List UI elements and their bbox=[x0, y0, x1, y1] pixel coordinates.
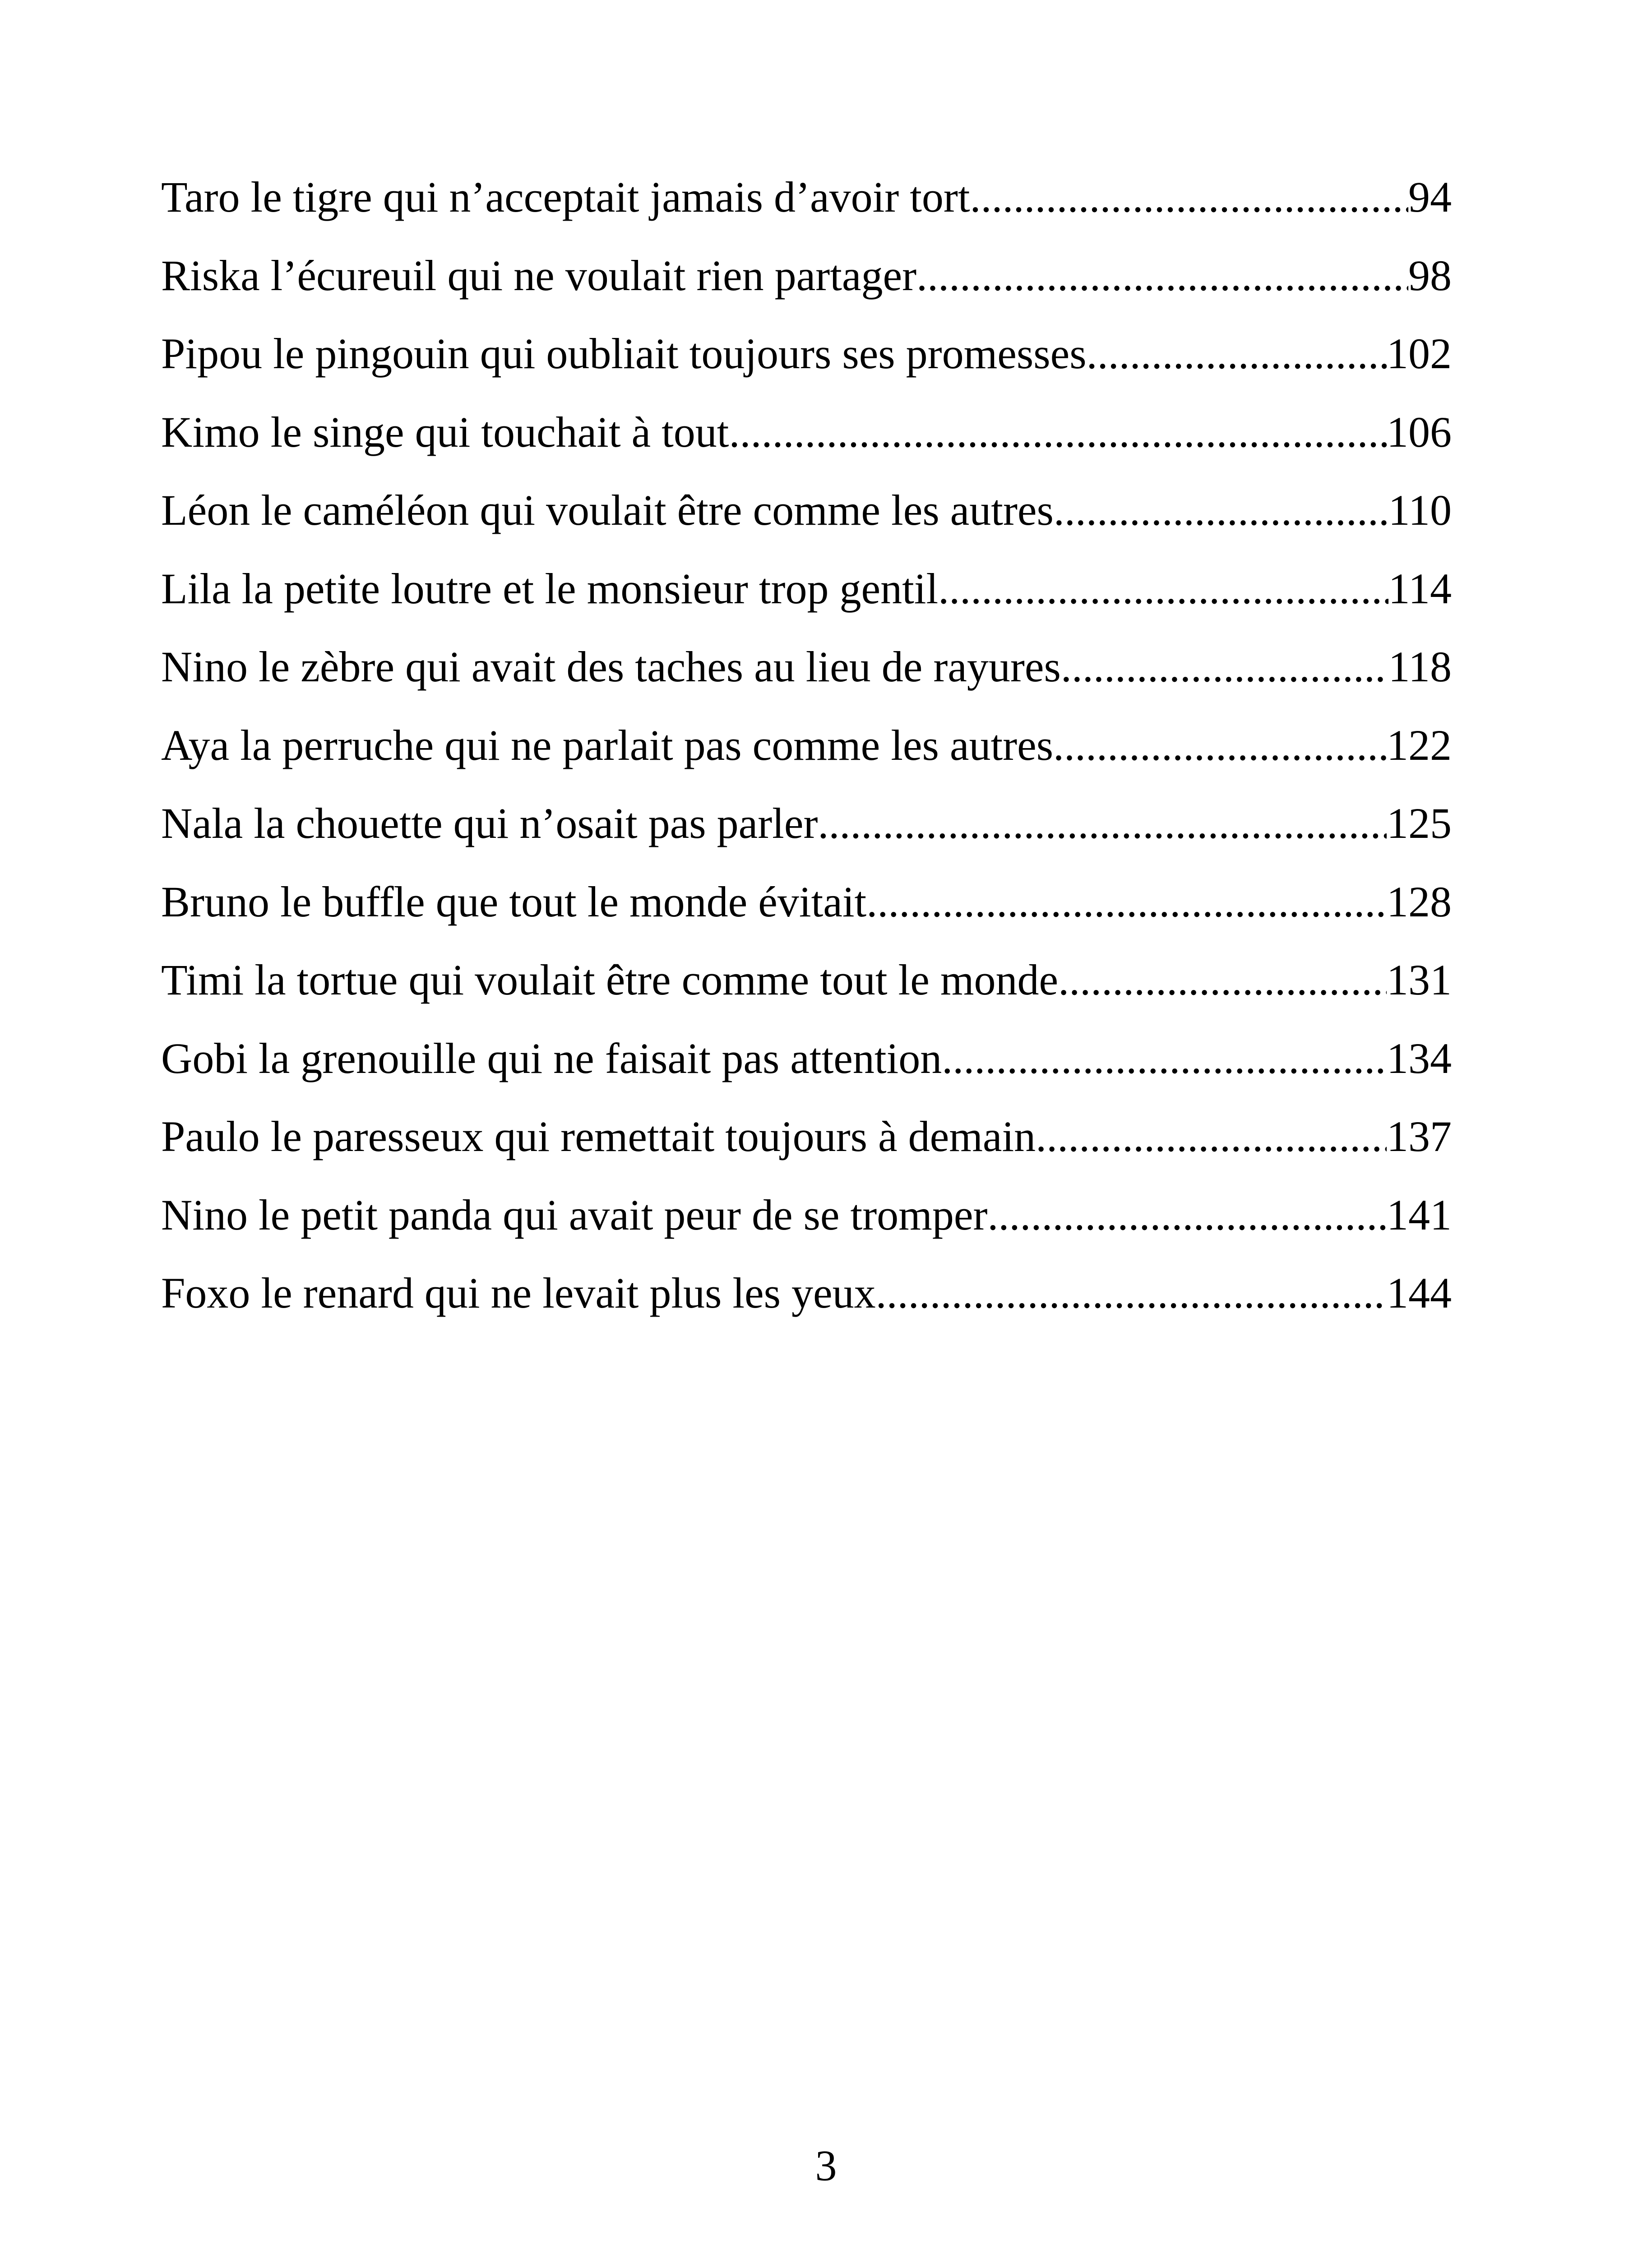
toc-leader-dots bbox=[818, 784, 1387, 863]
toc-entry bbox=[161, 1097, 1452, 1176]
toc-entry-title: Kimo le singe qui touchait à tout bbox=[161, 407, 729, 456]
toc-leader-dots bbox=[1054, 471, 1388, 550]
toc-leader-dots bbox=[970, 158, 1408, 236]
toc-entry bbox=[161, 863, 1452, 941]
toc-entry bbox=[161, 1176, 1452, 1254]
toc-leader-dots bbox=[987, 1176, 1387, 1254]
toc-entry-title: Bruno le buffle que tout le monde évitait bbox=[161, 877, 867, 926]
toc-entry bbox=[161, 550, 1452, 628]
toc-entry bbox=[161, 471, 1452, 550]
toc-entry-title: Lila la petite loutre et le monsieur trop gentil bbox=[161, 564, 939, 613]
toc-entry-page: 141 bbox=[1387, 1190, 1452, 1239]
toc-entry bbox=[161, 314, 1452, 393]
toc-entry-page: 114 bbox=[1388, 564, 1452, 613]
page-number: 3 bbox=[815, 2141, 837, 2190]
toc-leader-dots bbox=[1087, 314, 1387, 393]
toc-entry-page: 118 bbox=[1388, 643, 1452, 691]
toc-entry-page: 144 bbox=[1387, 1269, 1452, 1317]
toc-entry-page: 94 bbox=[1408, 173, 1452, 221]
toc-entry bbox=[161, 706, 1452, 785]
toc-leader-dots bbox=[1061, 628, 1388, 706]
toc-entry-title: Timi la tortue qui voulait être comme tout le monde bbox=[161, 956, 1059, 1004]
toc-entry-title: Taro le tigre qui n’acceptait jamais d’avoir tort bbox=[161, 173, 970, 221]
toc-entry-page: 128 bbox=[1387, 877, 1452, 926]
toc-entry bbox=[161, 784, 1452, 863]
toc-entry bbox=[161, 1019, 1452, 1098]
toc-entry-title: Nino le zèbre qui avait des taches au lieu de rayures bbox=[161, 643, 1061, 691]
toc-entry-title: Paulo le paresseux qui remettait toujours à demain bbox=[161, 1112, 1036, 1160]
toc-leader-dots bbox=[1058, 941, 1387, 1019]
toc-leader-dots bbox=[866, 863, 1387, 941]
toc-entry bbox=[161, 393, 1452, 472]
toc-entry-page: 106 bbox=[1387, 407, 1452, 456]
toc-entry bbox=[161, 1254, 1452, 1332]
toc-entry-title: Riska l’écureuil qui ne voulait rien partager bbox=[161, 251, 917, 300]
toc-entry bbox=[161, 941, 1452, 1019]
toc-entry-page: 98 bbox=[1408, 251, 1452, 300]
toc-leader-dots bbox=[942, 1019, 1387, 1098]
toc-entry-title: Foxo le renard qui ne levait plus les yeux bbox=[161, 1269, 876, 1317]
toc-entry-title: Gobi la grenouille qui ne faisait pas attention bbox=[161, 1034, 942, 1082]
toc-entry-title: Pipou le pingouin qui oubliait toujours ses promesses bbox=[161, 329, 1087, 378]
toc-entry-page: 122 bbox=[1387, 721, 1452, 769]
toc-entry-title: Nino le petit panda qui avait peur de se tromper bbox=[161, 1190, 988, 1239]
toc-entry-page: 125 bbox=[1387, 799, 1452, 847]
toc-leader-dots bbox=[1053, 706, 1387, 785]
toc-leader-dots bbox=[916, 236, 1408, 315]
toc-entry-page: 131 bbox=[1387, 956, 1452, 1004]
toc-entry-page: 110 bbox=[1388, 486, 1452, 534]
toc-entry-title: Aya la perruche qui ne parlait pas comme les autres bbox=[161, 721, 1054, 769]
toc-entry bbox=[161, 628, 1452, 706]
toc-leader-dots bbox=[876, 1254, 1387, 1332]
toc-entry-page: 137 bbox=[1387, 1112, 1452, 1160]
table-of-contents bbox=[161, 158, 1452, 1332]
toc-entry-title: Léon le caméléon qui voulait être comme les autres bbox=[161, 486, 1054, 534]
toc-leader-dots bbox=[938, 550, 1388, 628]
toc-entry bbox=[161, 236, 1452, 315]
toc-entry-page: 134 bbox=[1387, 1034, 1452, 1082]
toc-entry-page: 102 bbox=[1387, 329, 1452, 378]
toc-leader-dots bbox=[729, 393, 1387, 472]
toc-entry bbox=[161, 158, 1452, 236]
toc-entry-title: Nala la chouette qui n’osait pas parler bbox=[161, 799, 818, 847]
toc-leader-dots bbox=[1036, 1097, 1387, 1176]
